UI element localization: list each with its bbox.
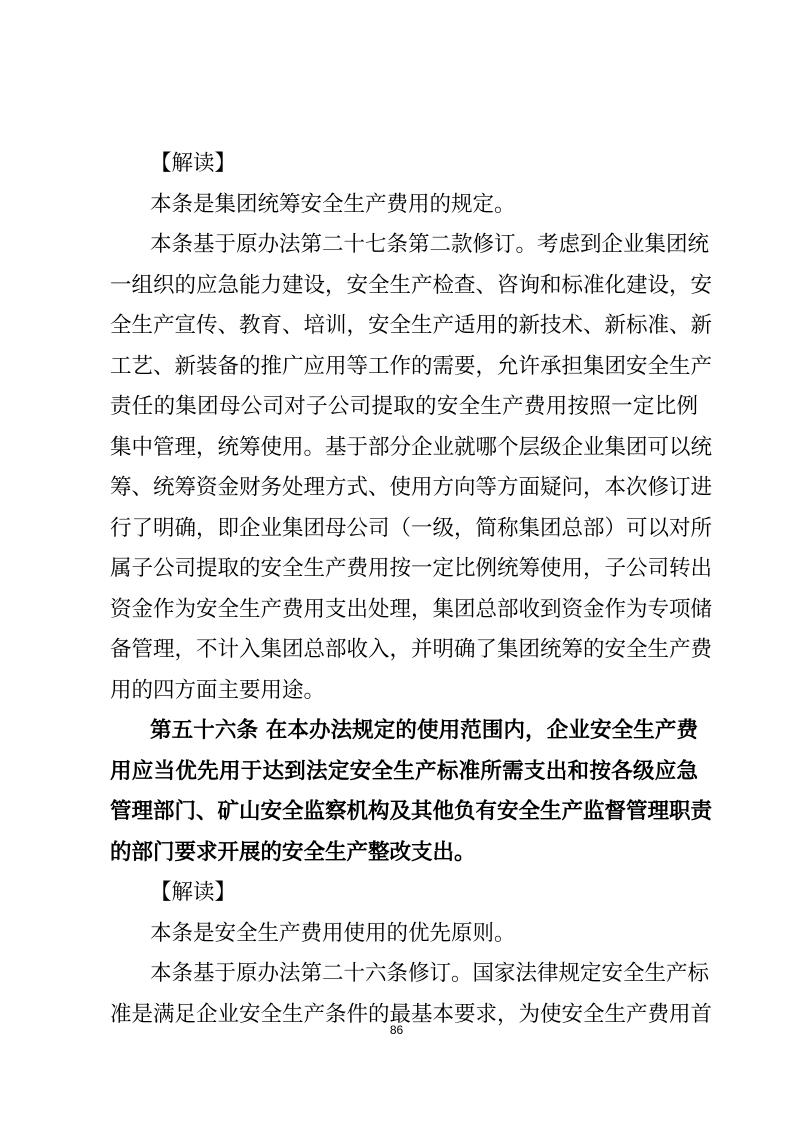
- body-text-line: 工艺、新装备的推广应用等工作的需要，允许承担集团安全生产: [110, 353, 713, 379]
- body-text-line: 全生产宣传、教育、培训，安全生产适用的新技术、新标准、新: [110, 313, 713, 338]
- body-text-line: 本条基于原办法第二十六条修订。国家法律规定安全生产标: [150, 961, 710, 986]
- article-text-line: 管理部门、矿山安全监察机构及其他负有安全生产监督管理职责: [110, 799, 713, 824]
- body-text-line: 本条是集团统筹安全生产费用的规定。: [150, 191, 516, 217]
- body-text-line: 一组织的应急能力建设，安全生产检查、咨询和标准化建设，安: [110, 272, 713, 298]
- article-text-line: 的部门要求开展的安全生产整改支出。: [110, 839, 476, 865]
- article-text-line: 用应当优先用于达到法定安全生产标准所需支出和按各级应急: [110, 758, 698, 784]
- body-text-line: 【解读】: [150, 880, 237, 905]
- body-text-line: 筹、统筹资金财务处理方式、使用方向等方面疑问，本次修订进: [110, 475, 713, 500]
- article-text-line: 第五十六条 在本办法规定的使用范围内，企业安全生产费: [150, 718, 698, 743]
- body-text-line: 准是满足企业安全生产条件的最基本要求，为使安全生产费用首: [110, 1001, 713, 1027]
- body-text-line: 本条基于原办法第二十七条第二款修订。考虑到企业集团统: [150, 232, 710, 257]
- body-text-line: 资金作为安全生产费用支出处理，集团总部收到资金作为专项储: [110, 596, 713, 622]
- body-text-line: 属子公司提取的安全生产费用按一定比例统筹使用，子公司转出: [110, 556, 713, 581]
- body-text-line: 用的四方面主要用途。: [110, 677, 326, 703]
- body-text-line: 集中管理，统筹使用。基于部分企业就哪个层级企业集团可以统: [110, 434, 713, 460]
- body-text-line: 备管理，不计入集团总部收入，并明确了集团统筹的安全生产费: [110, 637, 713, 662]
- body-text-line: 行了明确，即企业集团母公司（一级，简称集团总部）可以对所: [110, 515, 713, 541]
- body-text-line: 本条是安全生产费用使用的优先原则。: [150, 920, 516, 946]
- body-text-line: 【解读】: [150, 151, 237, 176]
- page-number: 86: [389, 1023, 404, 1037]
- body-text-line: 责任的集团母公司对子公司提取的安全生产费用按照一定比例: [110, 394, 698, 419]
